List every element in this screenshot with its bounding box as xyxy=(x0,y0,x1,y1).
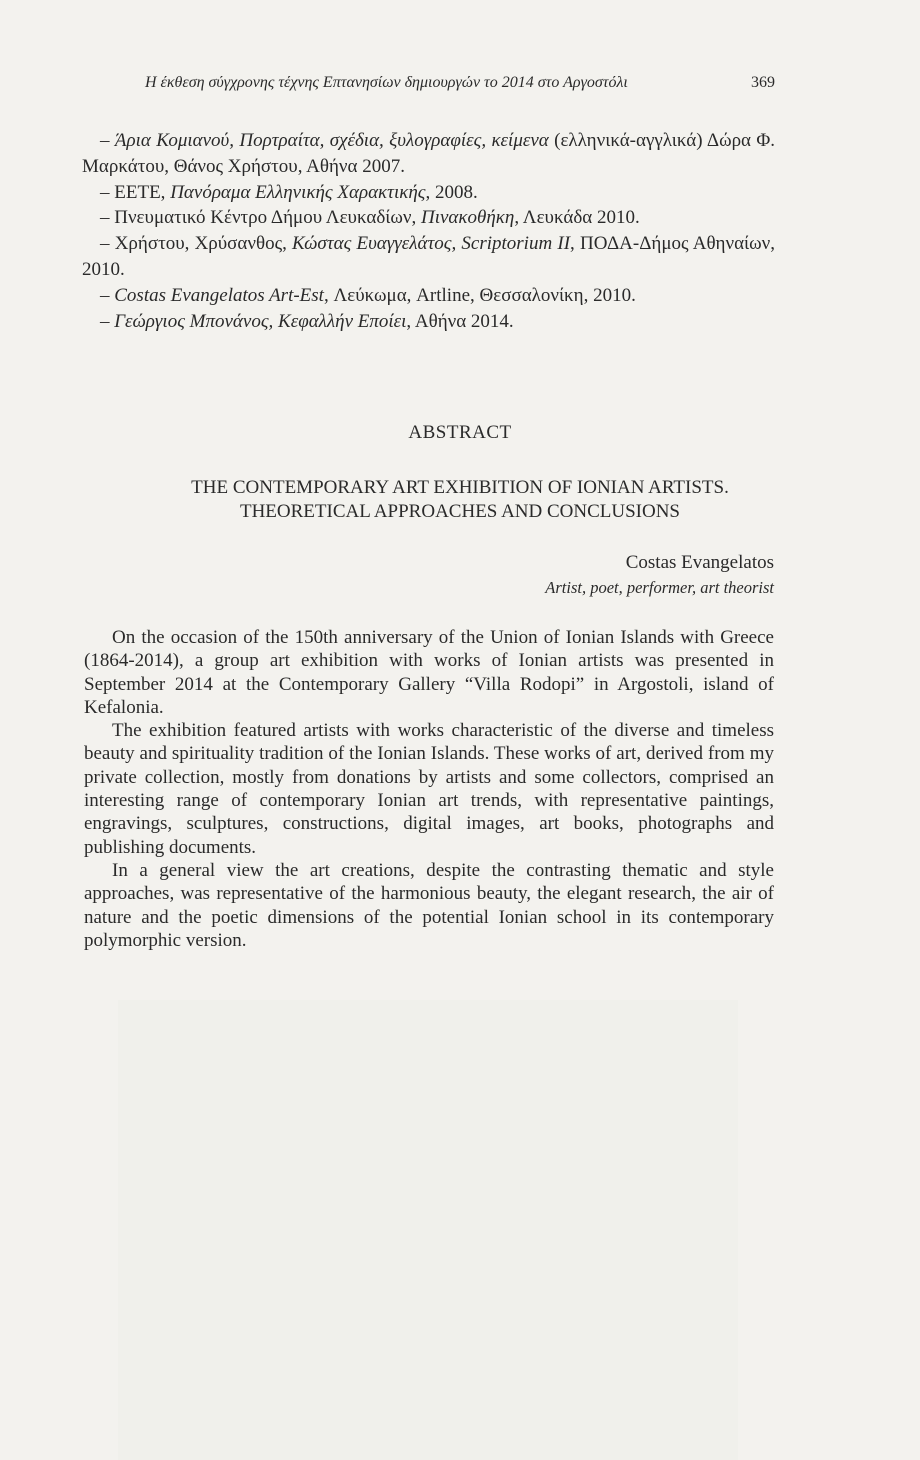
abstract-body xyxy=(84,626,774,952)
reference-text: – xyxy=(100,130,115,151)
reference-text: – xyxy=(100,310,115,332)
reference-text: Πινακοθήκη xyxy=(421,207,515,229)
page-number: 369 xyxy=(751,74,775,91)
reference-item xyxy=(82,283,775,309)
abstract-paragraph-1: On the occasion of the 150th anniversary of the Union of Ionian Islands with Greece (1864-2014), a group art exhibition with works of Ionian artists was presented in September 2014 at the Contemporary Gallery “Villa Rodopi” in Argostoli, island of Kefalonia. xyxy=(84,627,774,718)
running-title: Η έκθεση σύγχρονης τέχνης Επτανησίων δημιουργών το 2014 στο Αργοστόλι xyxy=(145,74,628,91)
reference-item xyxy=(82,128,775,180)
reference-text: Πανόραμα Ελληνικής Χαρακτικής xyxy=(170,181,426,203)
reference-text: , Αθήνα 2014. xyxy=(406,310,514,332)
running-header xyxy=(145,74,775,92)
reference-item xyxy=(82,180,775,206)
reference-text: , ΠΟΔΑ-Δήμος Αθηναίων, 2010. xyxy=(82,233,775,280)
reference-text: (ελληνικά-αγγλικά) Δώρα Φ. Μαρκάτου, Θάνος Χρήστου, Αθήνα 2007. xyxy=(82,130,776,177)
author-role: Artist, poet, performer, art theorist xyxy=(545,578,774,597)
abstract-paragraph-3: In a general view the art creations, despite the contrasting thematic and style approaches, was representative of the harmonious beauty, the elegant research, the air of nature and the poetic dimensions of the potential Ionian school in its contemporary polymorphic version. xyxy=(84,859,774,951)
reference-item xyxy=(82,205,775,231)
reference-item xyxy=(82,231,775,283)
reference-text: – Πνευματικό Κέντρο Δήμου Λευκαδίων, xyxy=(100,207,421,229)
reference-text: Γεώργιος Μπονάνος, Κεφαλλήν Εποίει xyxy=(114,310,407,332)
reference-text: , Λευκάδα 2010. xyxy=(514,207,640,229)
article-title-line-2: THEORETICAL APPROACHES AND CONCLUSIONS xyxy=(239,501,681,522)
abstract-heading: ABSTRACT xyxy=(408,422,512,443)
reference-text: Κώστας Ευαγγελάτος, Scriptorium II xyxy=(292,233,571,255)
article-title xyxy=(0,476,920,524)
reference-text: Άρια Κομιανού, Πορτραίτα, σχέδια, ξυλογραφίες, xyxy=(114,130,487,151)
reference-text: , Λεύκωμα, Artline, Θεσσαλονίκη, 2010. xyxy=(323,284,636,306)
reference-list xyxy=(82,128,775,334)
reference-text: Costas Evangelatos Art-Est xyxy=(114,284,324,306)
article-title-line-1: THE CONTEMPORARY ART EXHIBITION OF IONIAN ARTISTS. xyxy=(191,477,729,498)
show-through-shadow xyxy=(118,1000,738,1460)
reference-text: – ΕΕΤΕ, xyxy=(100,181,171,203)
abstract-paragraph-2: The exhibition featured artists with works characteristic of the diverse and timeless beauty and spirituality tradition of the Ionian Islands. These works of art, derived from my private collection, mostly from donations by artists and some collectors, comprised an interesting range of contemporary Ionian art trends, with representative paintings, engravings, sculptures, constructions, digital images, art books, photographs and publishing documents. xyxy=(84,720,774,858)
reference-text: – xyxy=(100,284,115,306)
reference-text: κείμενα xyxy=(491,130,549,151)
reference-item xyxy=(82,309,775,335)
reference-text: , 2008. xyxy=(425,181,478,203)
author-name: Costas Evangelatos xyxy=(625,552,774,573)
reference-text: – Χρήστου, Χρύσανθος, xyxy=(100,233,293,255)
